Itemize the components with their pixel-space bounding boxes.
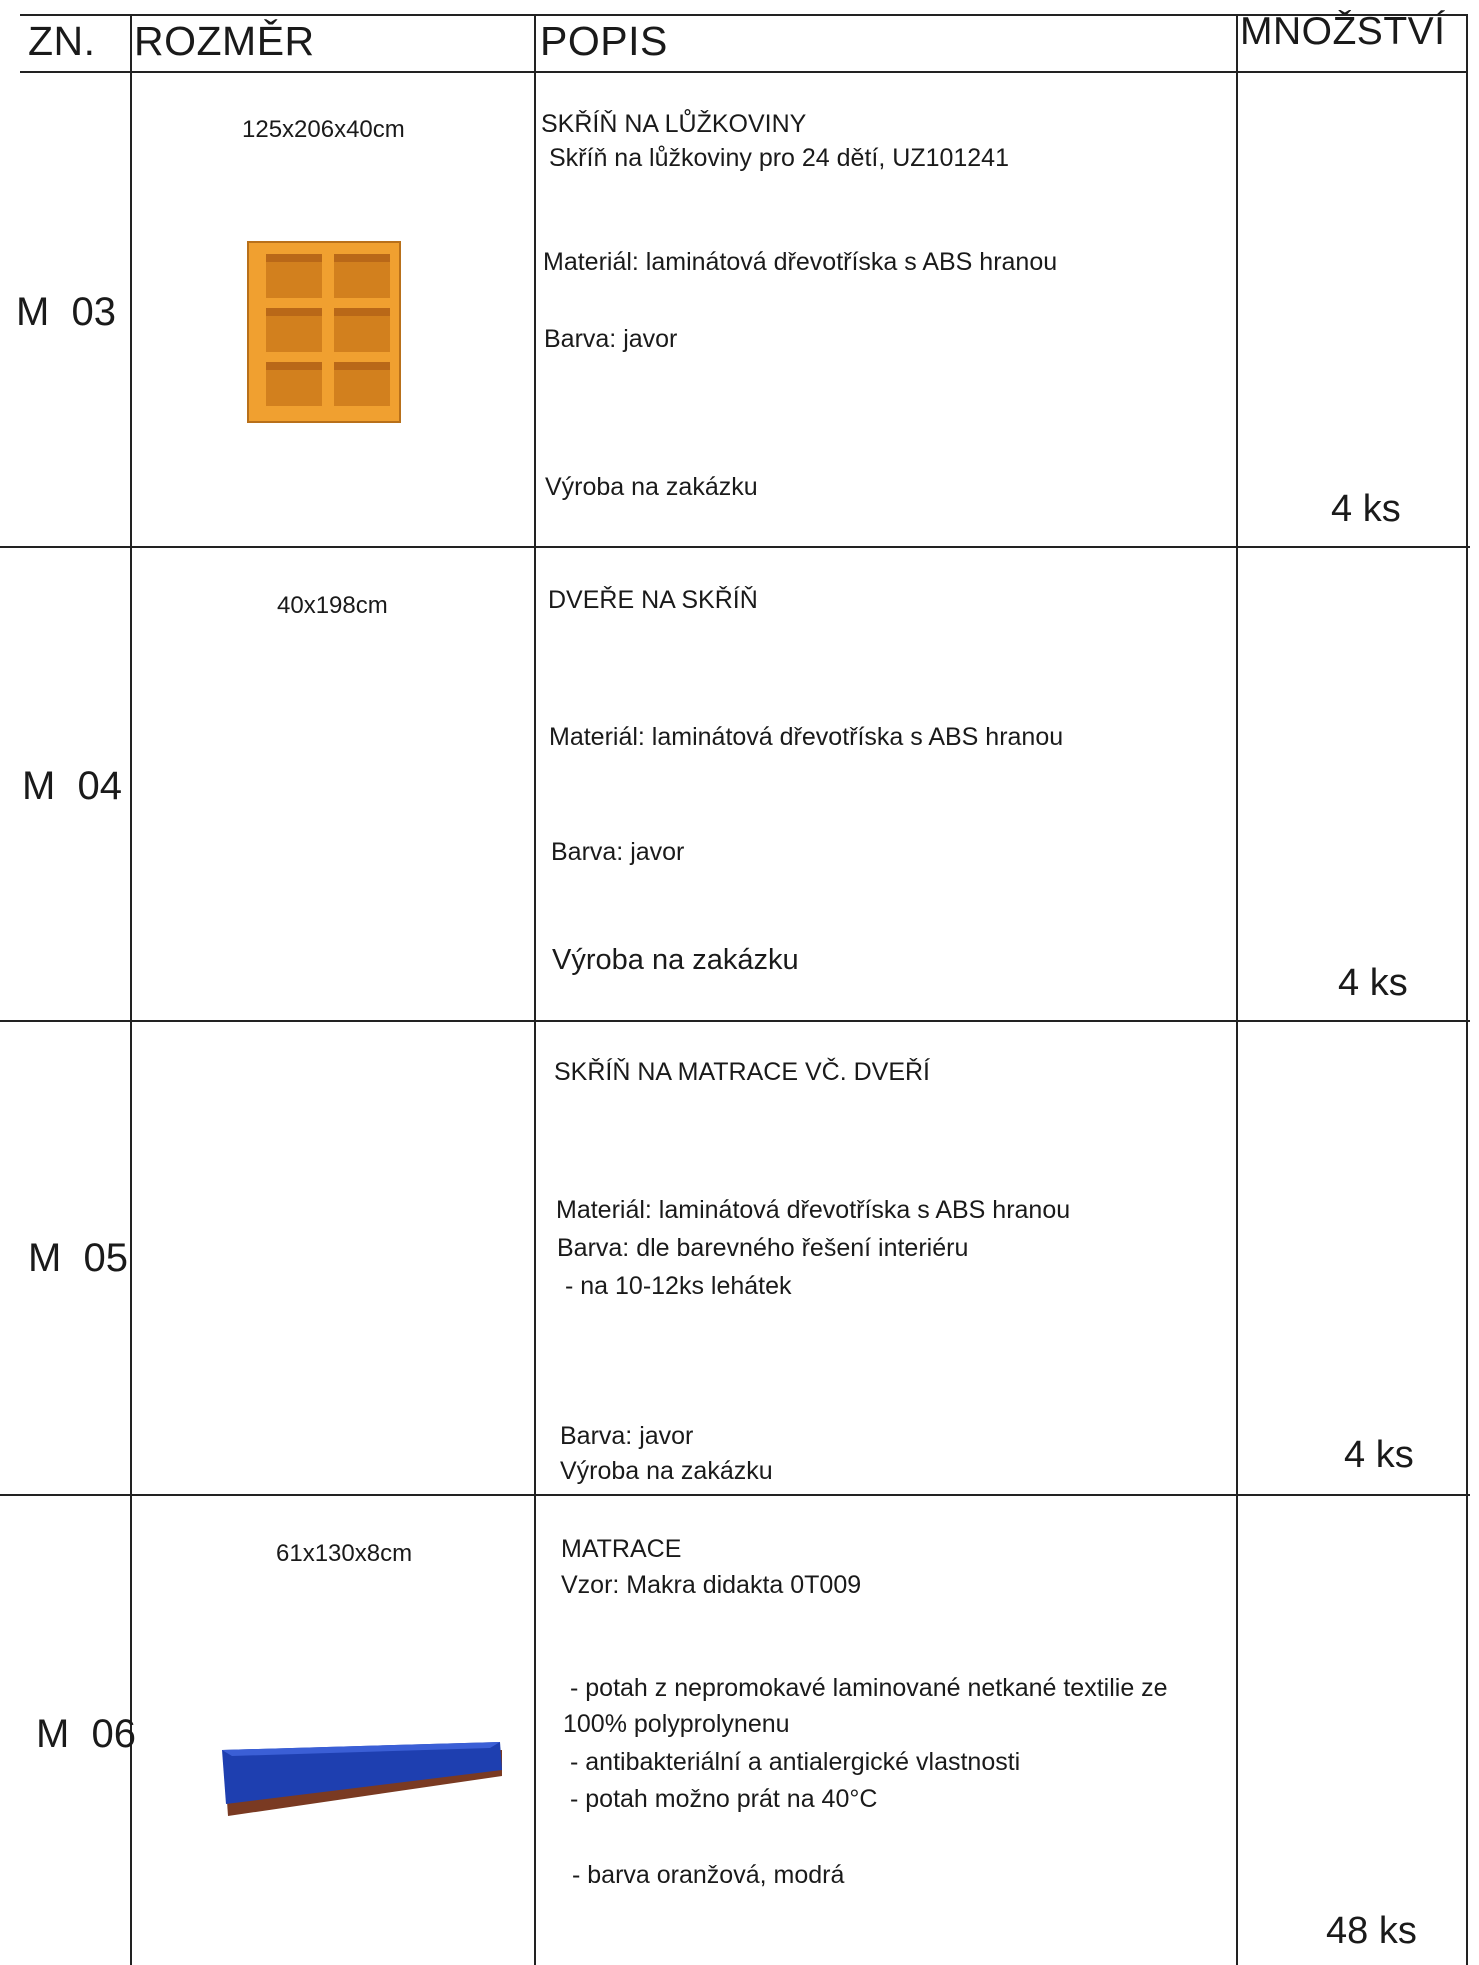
col-divider-2 — [534, 14, 536, 1965]
cabinet-image — [246, 240, 404, 426]
header-popis: POPIS — [540, 18, 668, 64]
item-code: M 06 — [36, 1712, 137, 1756]
col-divider-4 — [1466, 14, 1468, 1965]
mattress-image — [220, 1738, 506, 1820]
item-color: Barva: javor — [551, 838, 685, 866]
header-mnozstvi: MNOŽSTVÍ — [1240, 10, 1446, 53]
item-title: SKŘÍŇ NA LŮŽKOVINY — [541, 110, 807, 138]
item-size: 40x198cm — [277, 592, 388, 619]
item-code: M 05 — [28, 1236, 129, 1280]
item-feature: - potah z nepromokavé laminované netkané textilie ze — [570, 1674, 1168, 1702]
item-color: Barva: javor — [544, 325, 678, 353]
item-size: 125x206x40cm — [242, 116, 405, 143]
item-material: Materiál: laminátová dřevotříska s ABS hranou — [543, 248, 1058, 276]
col-divider-3 — [1236, 14, 1238, 1965]
item-feature: 100% polyprolynenu — [563, 1710, 790, 1738]
item-quantity: 4 ks — [1331, 488, 1401, 530]
item-production: Výroba na zakázku — [560, 1457, 773, 1485]
item-color-secondary: Barva: javor — [560, 1422, 694, 1450]
item-material: Materiál: laminátová dřevotříska s ABS hranou — [556, 1196, 1071, 1224]
item-feature: - potah možno prát na 40°C — [570, 1785, 878, 1813]
item-production: Výroba na zakázku — [545, 473, 758, 501]
item-code: M 04 — [22, 764, 123, 808]
item-title: MATRACE — [561, 1535, 682, 1563]
item-note: - na 10-12ks lehátek — [565, 1272, 792, 1300]
table-rule-header — [20, 71, 1468, 73]
item-description: Skříň na lůžkoviny pro 24 dětí, UZ101241 — [549, 144, 1009, 172]
item-quantity: 4 ks — [1344, 1434, 1414, 1476]
item-feature: - barva oranžová, modrá — [572, 1861, 845, 1889]
item-code: M 03 — [16, 290, 117, 334]
item-title: DVEŘE NA SKŘÍŇ — [548, 586, 758, 614]
col-divider-1 — [130, 14, 132, 1965]
item-size: 61x130x8cm — [276, 1540, 413, 1567]
header-rozmer: ROZMĚR — [134, 18, 315, 64]
item-quantity: 4 ks — [1338, 962, 1408, 1004]
item-feature: - antibakteriální a antialergické vlastnosti — [570, 1748, 1021, 1776]
table-rule-row-3 — [0, 1494, 1470, 1496]
item-material: Materiál: laminátová dřevotříska s ABS hranou — [549, 723, 1064, 751]
item-title: SKŘÍŇ NA MATRACE VČ. DVEŘÍ — [554, 1058, 930, 1086]
header-zn: ZN. — [28, 18, 96, 64]
item-pattern: Vzor: Makra didakta 0T009 — [561, 1571, 862, 1599]
table-rule-row-1 — [0, 546, 1470, 548]
item-production: Výroba na zakázku — [552, 944, 799, 976]
item-quantity: 48 ks — [1326, 1910, 1417, 1952]
item-color: Barva: dle barevného řešení interiéru — [557, 1234, 969, 1262]
table-rule-row-2 — [0, 1020, 1470, 1022]
